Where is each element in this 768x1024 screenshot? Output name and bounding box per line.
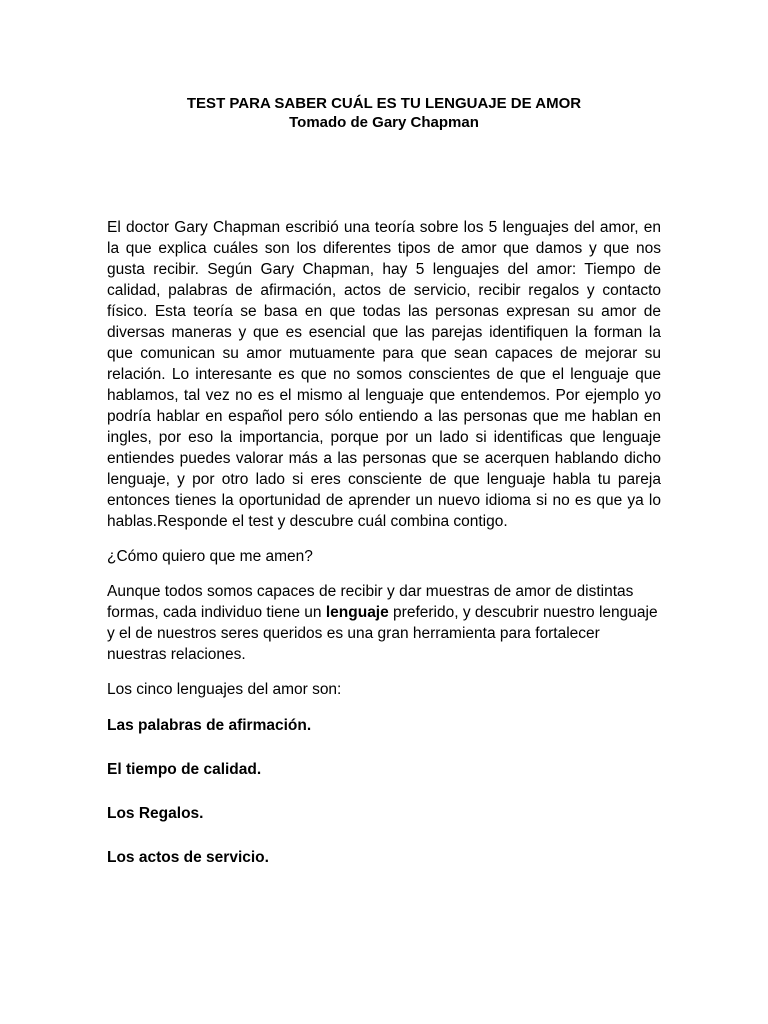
language-paragraph (107, 581, 661, 665)
love-languages-list (107, 715, 661, 868)
title-block (107, 94, 661, 132)
list-intro: Los cinco lenguajes del amor son: (107, 681, 342, 698)
document-title: TEST PARA SABER CUÁL ES TU LENGUAJE DE AMOR (186, 95, 582, 112)
question-paragraph: ¿Cómo quiero que me amen? (107, 548, 313, 565)
language-paragraph-part2: preferido, y descubrir nuestro lenguaje y el de nuestros seres queridos es una gran herramienta para fortalecer nuestras relaciones. (107, 604, 658, 663)
language-bold-word: lenguaje (325, 604, 389, 621)
list-item: El tiempo de calidad. (107, 761, 262, 778)
language-paragraph-part1: Aunque todos somos capaces de recibir y dar muestras de amor de distintas formas, cada individuo tiene un (107, 583, 634, 621)
document-subtitle: Tomado de Gary Chapman (289, 114, 479, 131)
list-item: Las palabras de afirmación. (107, 717, 312, 734)
intro-paragraph: El doctor Gary Chapman escribió una teoría sobre los 5 lenguajes del amor, en la que explica cuáles son los diferentes tipos de amor que damos y que nos gusta recibir. Según Gary Chapman, hay 5 lenguajes del amor: Tiempo de calidad, palabras de afirmación, actos de servicio, recibir regalos y contacto físico. Esta teoría se basa en que todas las personas expresan su amor de diversas maneras y que es esencial que las parejas identifiquen la forman la que comunican su amor mutuamente para que sean capaces de mejorar su relación. Lo interesante es que no somos conscientes de que el lenguaje que hablamos, tal vez no es el mismo al lenguaje que entendemos. Por ejemplo yo podría hablar en español pero sólo entiendo a las personas que me hablan en ingles, por eso la importancia, porque por un lado si identificas que lenguaje entiendes puedes valorar más a las personas que se acerquen hablando dicho lenguaje, y por otro lado si eres consciente de que lenguaje habla tu pareja entonces tienes la oportunidad de aprender un nuevo idioma si no es que ya lo hablas.Responde el test y descubre cuál combina contigo. (107, 219, 661, 530)
document-page (107, 94, 661, 891)
list-item: Los actos de servicio. (107, 849, 269, 866)
list-item: Los Regalos. (107, 805, 204, 822)
